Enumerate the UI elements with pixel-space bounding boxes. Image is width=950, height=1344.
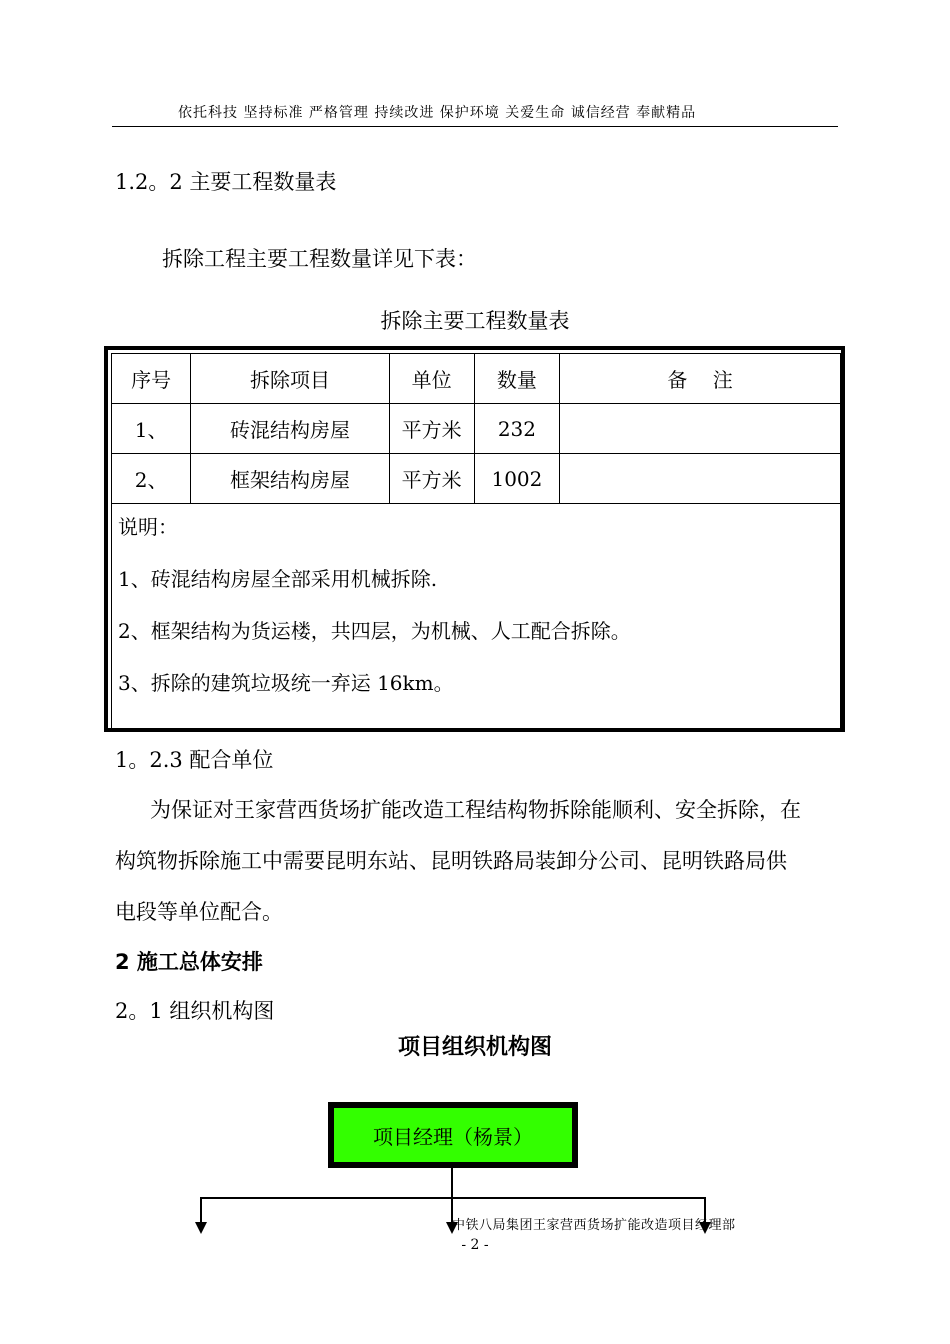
table-notes-row xyxy=(112,504,841,731)
arrow-down-icon xyxy=(195,1222,207,1234)
org-chart-title: 项目组织机构图 xyxy=(397,1035,552,1060)
header-cell-quantity: 数量 xyxy=(474,354,559,404)
notes-cell xyxy=(112,504,841,731)
cell-quantity: 1002 xyxy=(474,454,559,504)
quantity-table xyxy=(111,353,841,731)
page-number: - 2 - xyxy=(461,1237,489,1253)
section-heading-1-2-3: 1。2.3 配合单位 xyxy=(115,748,274,772)
cell-item: 砖混结构房屋 xyxy=(191,404,389,454)
header-divider xyxy=(112,126,838,127)
project-manager-box xyxy=(328,1102,578,1168)
header-cell-item: 拆除项目 xyxy=(191,354,389,404)
cell-index: 1、 xyxy=(112,404,191,454)
quantity-table-frame xyxy=(104,346,845,732)
cell-index: 2、 xyxy=(112,454,191,504)
cell-quantity: 232 xyxy=(474,404,559,454)
header-motto: 依托科技 坚持标准 严格管理 持续改进 保护环境 关爱生命 诚信经营 奉献精品 xyxy=(178,105,697,121)
table-intro-text: 拆除工程主要工程数量详见下表： xyxy=(162,247,477,271)
section-heading-1-2-2: 1.2。2 主要工程数量表 xyxy=(115,170,337,194)
paragraph-line: 构筑物拆除施工中需要昆明东站、昆明铁路局装卸分公司、昆明铁路局供 xyxy=(115,849,787,873)
org-branch-left xyxy=(200,1197,202,1223)
header-cell-index: 序号 xyxy=(112,354,191,404)
table-row xyxy=(112,404,841,454)
table-header-row xyxy=(112,354,841,404)
table-caption: 拆除主要工程数量表 xyxy=(380,309,570,333)
header-cell-remark: 备 注 xyxy=(560,354,841,404)
cell-unit: 平方米 xyxy=(389,454,474,504)
footer-company-name: 中铁八局集团王家营西货场扩能改造项目经理部 xyxy=(452,1218,736,1233)
notes-title: 说明： xyxy=(118,515,178,539)
header-cell-unit: 单位 xyxy=(389,354,474,404)
project-manager-label: 项目经理（杨景） xyxy=(334,1108,572,1162)
section-heading-2-1: 2。1 组织机构图 xyxy=(115,999,275,1023)
cell-remark xyxy=(560,454,841,504)
cell-item: 框架结构房屋 xyxy=(191,454,389,504)
paragraph-line: 电段等单位配合。 xyxy=(115,900,283,924)
org-connector-horizontal xyxy=(200,1197,706,1199)
note-item: 3、拆除的建筑垃圾统一弃运 16km。 xyxy=(118,671,454,695)
cell-remark xyxy=(560,404,841,454)
note-item: 2、框架结构为货运楼，共四层，为机械、人工配合拆除。 xyxy=(118,619,631,643)
section-heading-2: 2 施工总体安排 xyxy=(115,950,263,974)
table-row xyxy=(112,454,841,504)
org-connector-vertical xyxy=(451,1168,453,1198)
note-item: 1、砖混结构房屋全部采用机械拆除. xyxy=(118,567,438,591)
cell-unit: 平方米 xyxy=(389,404,474,454)
paragraph-line: 为保证对王家营西货场扩能改造工程结构物拆除能顺利、安全拆除，在 xyxy=(150,798,801,822)
